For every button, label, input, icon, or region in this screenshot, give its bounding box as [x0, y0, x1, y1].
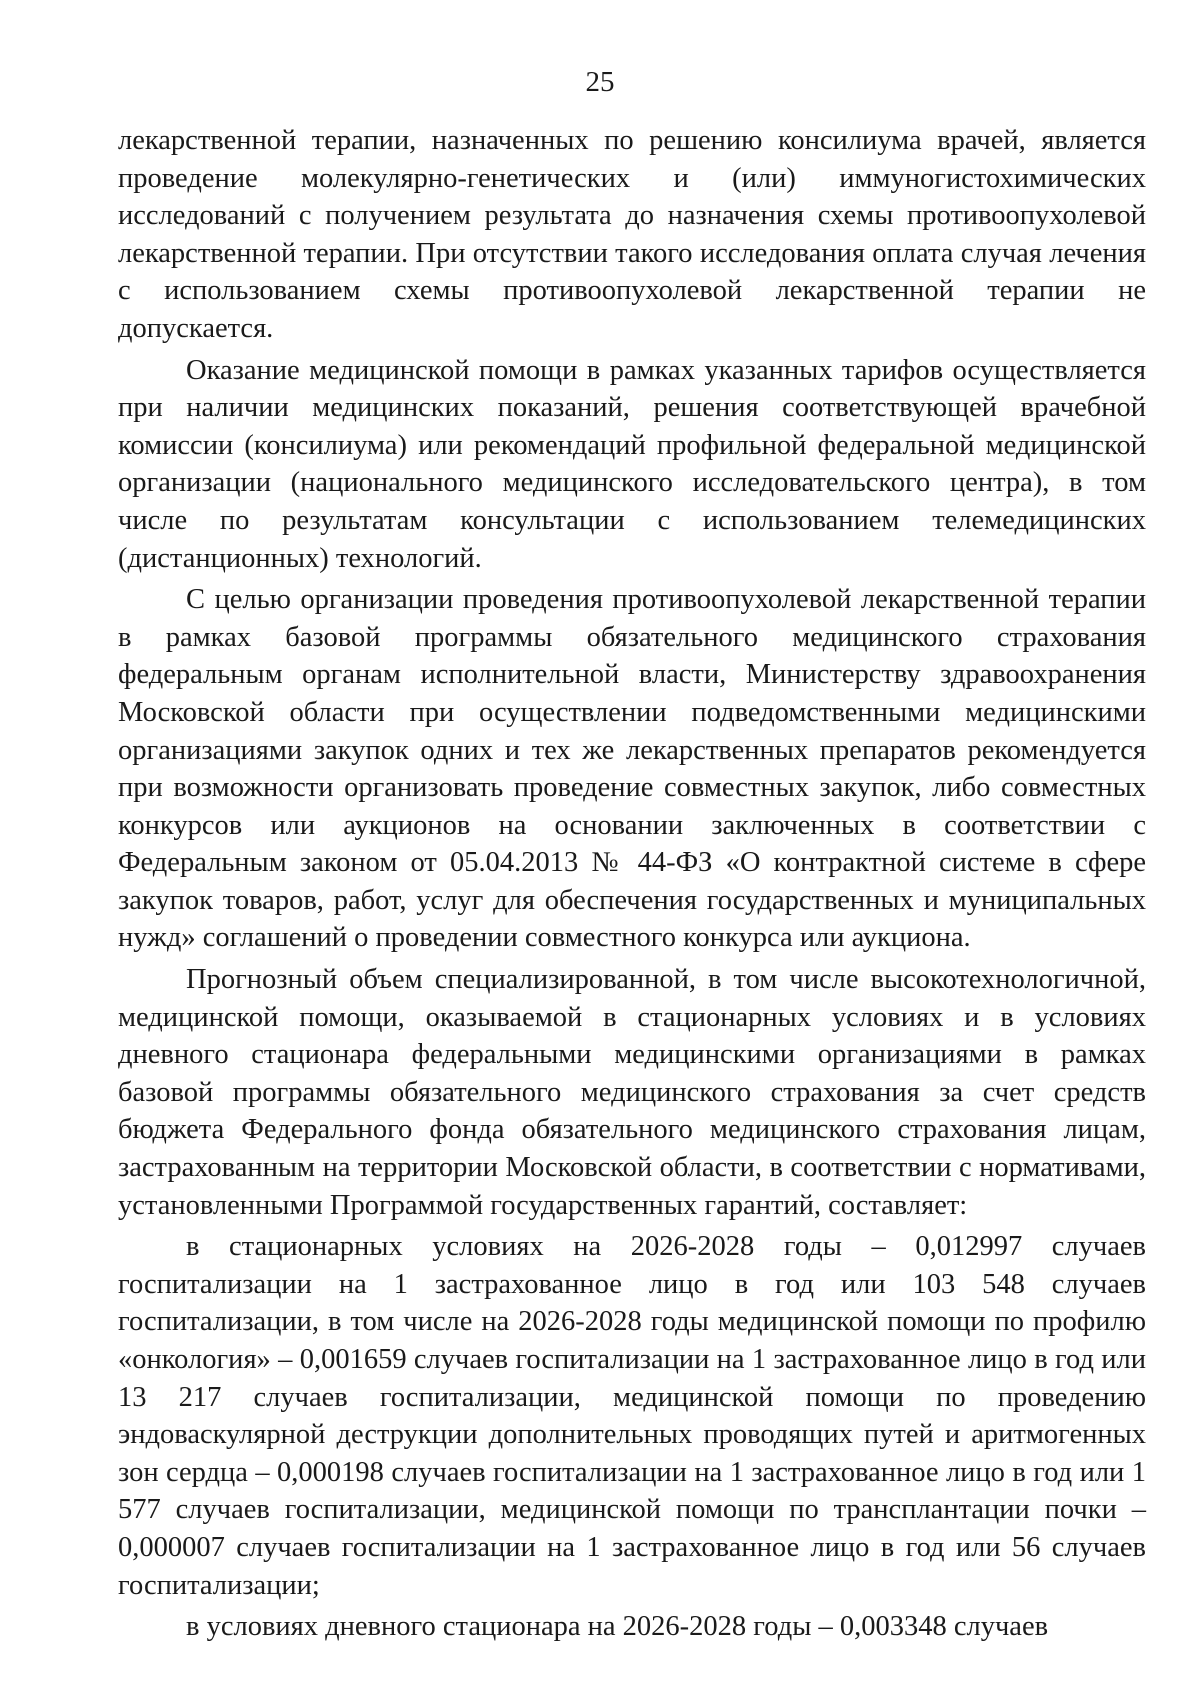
paragraph-continuation: лекарственной терапии, назначенных по решению консилиума врачей, является проведение молекулярно-генетических и (или) иммуногистохимических исследований с получением результата до назначения схемы противоопухолевой лекарственной терапии. При отсутствии такого исследования оплата случая лечения с использованием схемы противоопухолевой лекарственной терапии не допускается.	[118, 125, 1146, 344]
page-number: 25	[585, 66, 615, 98]
paragraph-joint-procurement: С целью организации проведения противоопухолевой лекарственной терапии в рамках базовой программы обязательного медицинского страхования федеральным органам исполнительной власти, Министерству здравоохранения Московской области при осуществлении подведомственными медицинскими организациями закупок одних и тех же лекарственных препаратов рекомендуется при возможности организовать проведение совместных закупок, либо совместных конкурсов или аукционов на основании заключенных в соответствии с Федеральным законом от 05.04.2013 № 44-ФЗ «О контрактной системе в сфере закупок товаров, работ, услуг для обеспечения государственных и муниципальных нужд» соглашений о проведении совместного конкурса или аукциона.	[118, 584, 1146, 954]
paragraph-medical-care-tariffs: Оказание медицинской помощи в рамках указанных тарифов осуществляется при наличии медицинских показаний, решения соответствующей врачебной комиссии (консилиума) или рекомендаций профильной федеральной медицинской организации (национального медицинского исследовательского центра), в том числе по результатам консультации с использованием телемедицинских (дистанционных) технологий.	[118, 354, 1146, 574]
paragraph-forecast-volume: Прогнозный объем специализированной, в том числе высокотехнологичной, медицинской помощи, оказываемой в стационарных условиях и в условиях дневного стационара федеральными медицинскими организациями в рамках базовой программы обязательного медицинского страхования за счет средств бюджета Федерального фонда обязательного медицинского страхования лицам, застрахованным на территории Московской области, в соответствии с нормативами, установленными Программой государственных гарантий, составляет:	[118, 964, 1146, 1221]
document-body	[118, 122, 1146, 1646]
paragraph-day-hospital: в условиях дневного стационара на 2026-2028 годы – 0,003348 случаев	[186, 1611, 1049, 1643]
paragraph-inpatient-conditions: в стационарных условиях на 2026-2028 годы – 0,012997 случаев госпитализации на 1 застрахованное лицо в год или 103 548 случаев госпитализации, в том числе на 2026-2028 годы медицинской помощи по профилю «онкология» – 0,001659 случаев госпитализации на 1 застрахованное лицо в год или 13 217 случаев госпитализации, медицинской помощи по проведению эндоваскулярной деструкции дополнительных проводящих путей и аритмогенных зон сердца – 0,000198 случаев госпитализации на 1 застрахованное лицо в год или 1 577 случаев госпитализации, медицинской помощи по трансплантации почки – 0,000007 случаев госпитализации на 1 застрахованное лицо в год или 56 случаев госпитализации;	[118, 1231, 1146, 1601]
